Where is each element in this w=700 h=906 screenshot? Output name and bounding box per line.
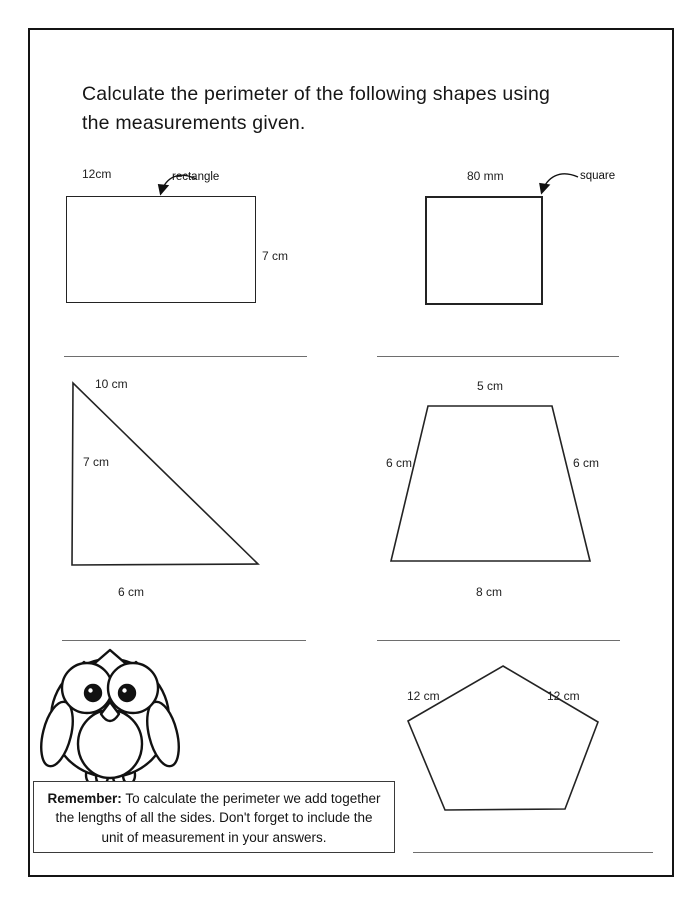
remember-label: Remember: (47, 791, 122, 806)
rectangle-annotation-label: rectangle (172, 171, 220, 183)
remember-box (33, 781, 395, 853)
answer-line-triangle (62, 640, 306, 641)
triangle-left-measurement: 7 cm (83, 455, 110, 469)
title-line-2: the measurements given. (82, 112, 306, 134)
square-shape (425, 196, 543, 305)
trapezoid-shape (384, 398, 598, 570)
pentagon-upper-left-measurement: 12 cm (407, 689, 440, 703)
pentagon-upper-right-measurement: 12 cm (547, 689, 580, 703)
owl-illustration-icon (40, 642, 182, 786)
trapezoid-bottom-measurement: 8 cm (476, 585, 503, 599)
square-annotation-arrow-icon (534, 171, 580, 199)
rectangle-shape (66, 196, 256, 303)
square-annotation-label: square (580, 170, 616, 182)
pentagon-shape (403, 658, 605, 818)
rectangle-top-measurement: 12cm (82, 167, 112, 181)
trapezoid-top-measurement: 5 cm (477, 379, 504, 393)
triangle-hypotenuse-measurement: 10 cm (95, 377, 128, 391)
trapezoid-left-measurement: 6 cm (386, 456, 413, 470)
page-title (82, 80, 550, 138)
triangle-bottom-measurement: 6 cm (118, 585, 145, 599)
answer-line-rectangle (64, 356, 307, 357)
title-line-1: Calculate the perimeter of the following shapes using (82, 83, 551, 105)
answer-line-trapezoid (377, 640, 620, 641)
remember-text: To calculate the perimeter we add together the lengths of all the sides. Don't forget to include the unit of measurement in your answers. (55, 791, 381, 845)
trapezoid-right-measurement: 6 cm (573, 456, 600, 470)
triangle-shape (64, 375, 266, 573)
answer-line-square (377, 356, 619, 357)
answer-line-pentagon (413, 852, 653, 853)
rectangle-right-measurement: 7 cm (262, 249, 289, 263)
square-top-measurement: 80 mm (467, 169, 504, 183)
